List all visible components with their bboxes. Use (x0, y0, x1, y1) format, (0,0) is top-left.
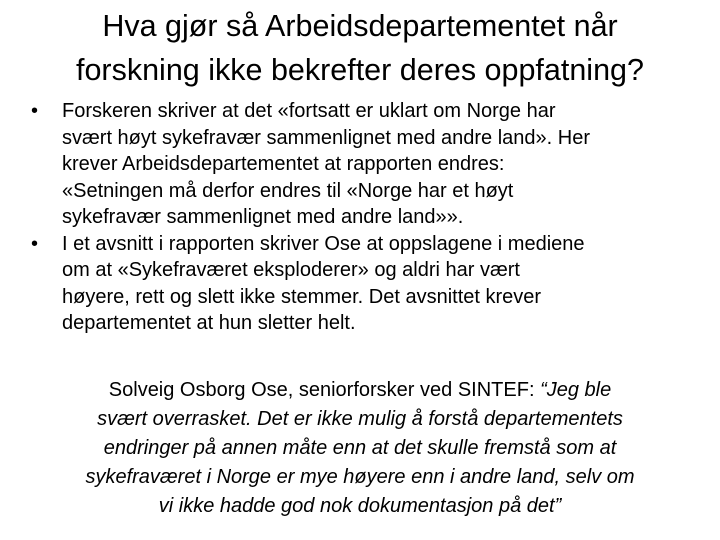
quote-attribution: Solveig Osborg Ose, seniorforsker ved SINTEF: (108, 379, 541, 401)
bullet-1-line-5: sykefravær sammenlignet med andre land»». (62, 206, 464, 228)
quote-line-1 (10, 376, 710, 405)
quote-block (10, 376, 710, 521)
bullet-2-line-2: om at «Sykefraværet eksploderer» og aldri har vært (62, 259, 520, 281)
bullet-marker: • (31, 232, 39, 255)
bullet-1-line-4: «Setningen må derfor endres til «Norge har et høyt (62, 179, 514, 202)
bullet-marker: • (31, 100, 39, 122)
bullet-list (28, 98, 700, 337)
bullet-item-1 (28, 98, 700, 231)
bullet-2-line-4: departementet at hun sletter helt. (62, 312, 356, 334)
bullet-2-line-3: høyere, rett og slett ikke stemmer. Det avsnittet krever (62, 285, 542, 308)
quote-line-3: endringer på annen måte enn at det skulle fremstå som at (103, 437, 617, 459)
slide-title-line-1: Hva gjør så Arbeidsdepartementet når (102, 9, 618, 43)
bullet-2-line-1: I et avsnitt i rapporten skriver Ose at oppslagene i mediene (62, 232, 585, 255)
bullet-1-line-1: Forskeren skriver at det «fortsatt er uklart om Norge har (62, 100, 556, 122)
bullet-1-line-3: krever Arbeidsdepartementet at rapporten endres: (62, 153, 505, 175)
slide-title (10, 4, 710, 92)
bullet-item-2 (28, 231, 700, 337)
quote-opening: “Jeg ble (540, 379, 612, 401)
bullet-1-line-2: svært høyt sykefravær sammenlignet med andre land». Her (62, 126, 590, 149)
quote-line-5: vi ikke hadde god nok dokumentasjon på det” (158, 495, 562, 517)
quote-line-2: svært overrasket. Det er ikke mulig å forstå departementets (97, 408, 623, 430)
quote-line-4: sykefraværet i Norge er mye høyere enn i andre land, selv om (85, 466, 635, 488)
slide-title-line-2: forskning ikke bekrefter deres oppfatning? (76, 53, 644, 87)
